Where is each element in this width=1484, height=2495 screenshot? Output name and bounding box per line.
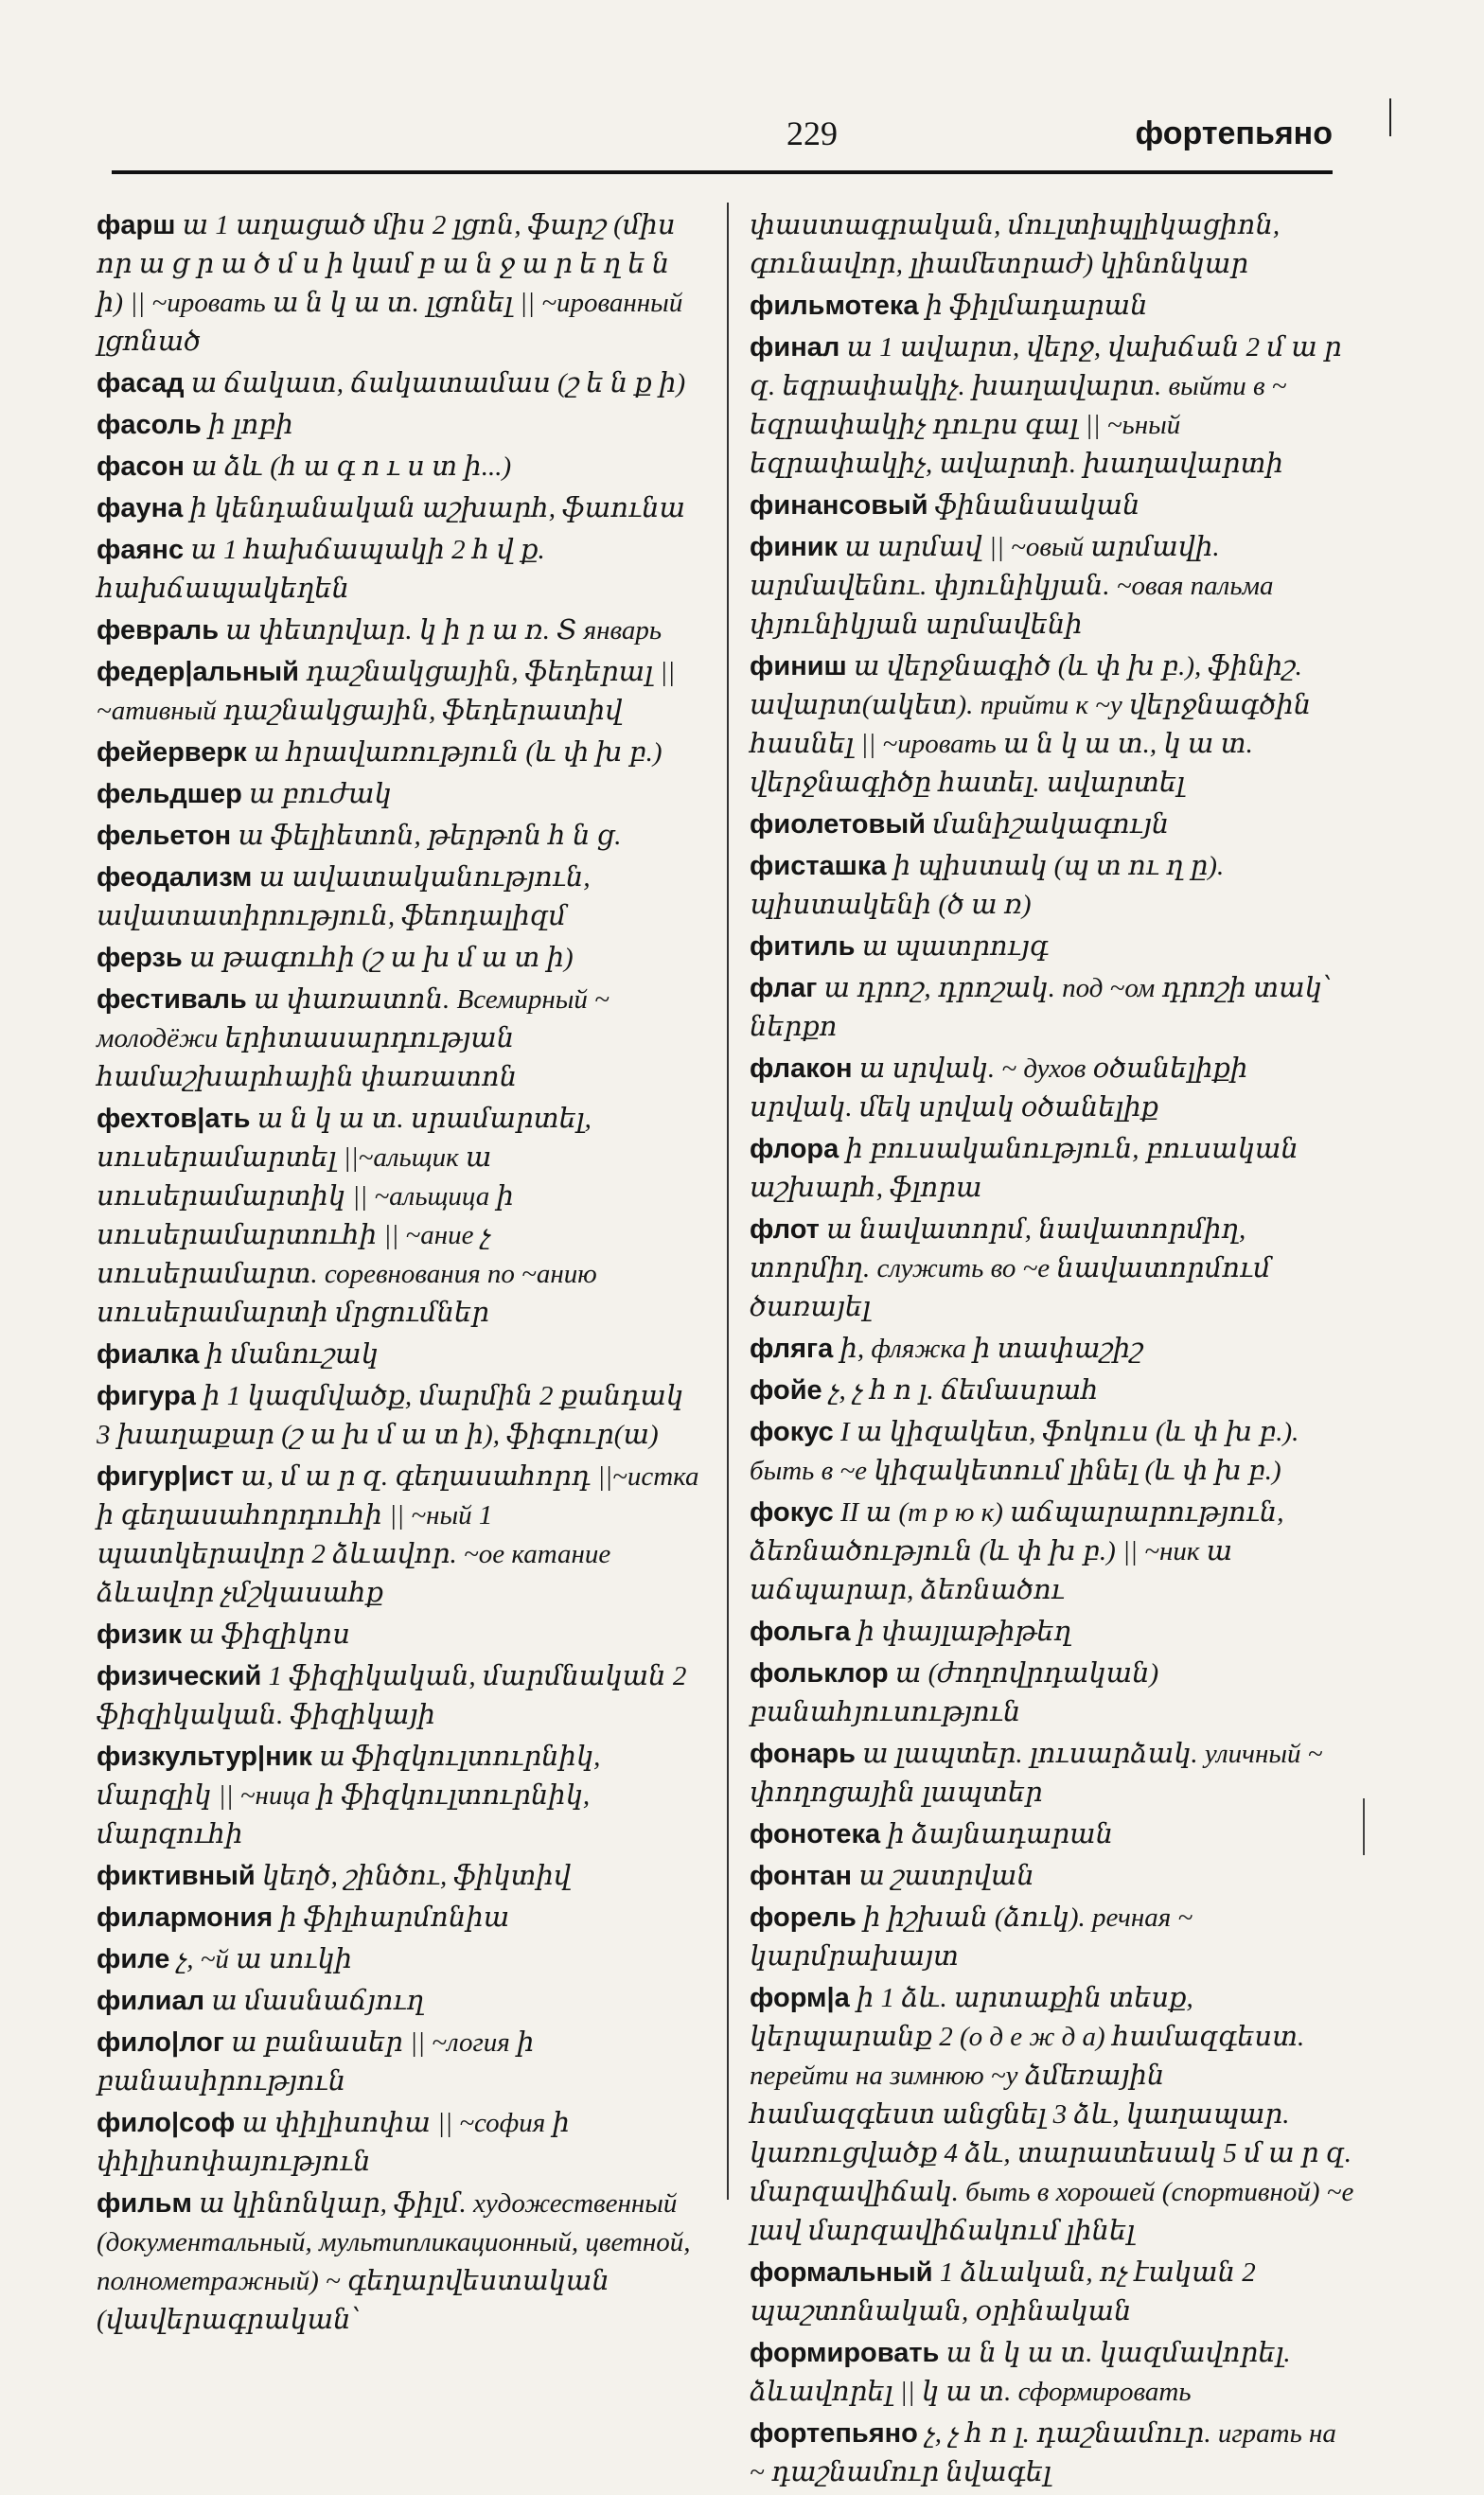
dictionary-entry [97,611,702,650]
dictionary-entry [750,1330,1355,1369]
dictionary-entry [97,981,702,1097]
entry-definition: ի ֆիլմադարան [925,291,1148,321]
entry-definition: ի մանուշակ [205,1339,379,1370]
entry-definition: 1 ֆիզիկական, մարմնական 2 ֆիզիկական. ֆիզիկայի [97,1661,687,1730]
entry-definition: ա շատրվան [858,1861,1034,1891]
dictionary-entry [97,2104,702,2182]
entry-headword: флаг [750,973,818,1003]
entry-definition: ա բուժակ [249,779,392,809]
entry-headword: фельдшер [97,779,242,809]
dictionary-entry [750,1211,1355,1327]
entry-headword: фиолетовый [750,809,926,840]
dictionary-entry [750,647,1355,803]
dictionary-entry [750,928,1355,966]
dictionary-entry [750,1413,1355,1491]
entry-definition: չ, չ հ ո լ. դաշնամուր. играть на ~ դաշնամուր նվագել [750,2418,1336,2487]
dictionary-entry [750,1857,1355,1896]
dictionary-entry [97,406,702,445]
entry-headword: фигура [97,1381,196,1411]
column-divider [727,203,729,2200]
dictionary-entry [97,364,702,403]
dictionary-entry [750,847,1355,925]
entry-headword: физкультур|ник [97,1742,312,1772]
dictionary-entry [97,775,702,814]
entry-headword: фасоль [97,410,202,440]
entry-definition: ի փայլաթիթեղ [857,1617,1072,1647]
entry-definition: ա ֆիզկուլտուրնիկ, մարզիկ || ~ница ի ֆիզկուլտուրնիկ, մարզուհի [97,1742,601,1849]
left-column [97,206,702,2343]
entry-headword: фойе [750,1375,822,1406]
dictionary-entry [750,1130,1355,1208]
entry-headword: формальный [750,2257,933,2288]
entry-definition: ի 1 ձև. արտաքին տեսք, կերպարանք 2 (о д е ж д а) համազգեստ. перейти на зимнюю ~у ձմեռային համազգեստ անցնել 3 ձև, կաղապար. կառուցվածք 4 ձև, տարատեսակ 5 մ ա ր զ. մարզավիճակ. быть в хорошей (спортивной) ~е լավ մարզավիճակում լինել [750,1983,1354,2246]
entry-definition: ա ֆելիետոն, թերթոն հ ն ց. [238,821,622,851]
entry-headword: флакон [750,1053,853,1084]
entry-headword: физик [97,1619,182,1650]
entry-definition: ի պիստակ (պ տ ու ղ ը). պիստակենի (ծ ա ռ) [750,851,1225,920]
dictionary-entry [750,206,1355,284]
entry-definition: ա (ժողովրդական) բանահյուսություն [750,1658,1159,1727]
dictionary-entry [97,734,702,772]
entry-definition: ա մասնաճյուղ [211,1986,425,2016]
dictionary-entry [97,1982,702,2021]
entry-headword: форель [750,1902,857,1933]
entry-headword: фарш [97,210,176,240]
entry-definition: չ, չ հ ո լ. ճեմասրահ [828,1375,1099,1406]
dictionary-entry [750,1899,1355,1976]
entry-definition: ա լապտեր. լուսարձակ. уличный ~ փողոցային լապտեր [750,1739,1323,1808]
entry-headword: фокус [750,1497,834,1528]
entry-definition: ա ճակատ, ճակատամաս (շ ե ն ք ի) [190,368,686,398]
dictionary-entry [750,1050,1355,1127]
entry-definition: ի ձայնադարան [887,1819,1114,1849]
entry-definition: ա կինոնկար, ֆիլմ. художественный (документальный, мультипликационный, цветной, полнометражный) ~ գեղարվեստական (վավերագրական՝ [97,2188,691,2335]
running-head: фортепьяно [1135,115,1333,151]
entry-definition: ա ձև (հ ա գ ո ւ ս տ ի...) [191,451,512,482]
entry-definition: ի իշխան (ձուկ). речная ~ կարմրախայտ [750,1902,1193,1972]
entry-headword: фильм [97,2188,192,2219]
entry-definition: չ, ~й ա սուկի [176,1944,353,1974]
entry-headword: флора [750,1134,839,1164]
entry-headword: фиктивный [97,1861,256,1891]
entry-definition: ա հրավառություն (և փ խ բ.) [253,737,662,768]
page-header [112,112,1333,178]
dictionary-entry [97,1899,702,1938]
dictionary-entry [750,2415,1355,2492]
entry-definition: կեղծ, շինծու, ֆիկտիվ [261,1861,572,1891]
dictionary-entry [97,1940,702,1979]
entry-definition: մանիշակագույն [932,809,1170,840]
entry-definition: ի բուսականություն, բուսական աշխարհ, ֆլորա [750,1134,1298,1203]
dictionary-entry [750,1654,1355,1732]
entry-headword: формировать [750,2338,940,2368]
entry-headword: фонотека [750,1819,881,1849]
dictionary-entry [97,939,702,978]
entry-definition: I ա կիզակետ, ֆոկուս (և փ խ բ.). быть в ~е կիզակետում լինել (և փ խ բ.) [750,1417,1299,1486]
header-rule [112,170,1333,174]
entry-definition: II ա (т р ю к) աճպարարություն, ձեռնածություն (և փ խ բ.) || ~ник ա աճպարար, ձեռնածու [750,1497,1284,1605]
entry-headword: фольклор [750,1658,889,1689]
entry-headword: фляга [750,1334,834,1364]
entry-definition: ա փիլիսոփա || ~софия ի փիլիսոփայություն [97,2108,570,2177]
entry-definition: ա, մ ա ր զ. գեղասահորդ ||~истка ի գեղասահորդուհի || ~ный 1 պատկերավոր 2 ձևավոր. ~ое катание ձևավոր չմշկասահք [97,1461,699,1608]
entry-headword: ферзь [97,943,183,973]
entry-definition: ա 1 աղացած միս 2 լցոն, ֆարշ (միս որ ա ց ր ա ծ մ ս ի կամ բ ա ն ջ ա ր ե ղ ե ն ի) || ~ировать ա ն կ ա տ. լցոնել || ~ированный լցոնած [97,210,683,357]
entry-headword: фило|лог [97,2027,224,2058]
entry-definition: ա ավատականություն, ավատատիրություն, ֆեոդալիզմ [97,862,591,931]
dictionary-entry [97,858,702,936]
entry-definition: ա դրոշ, դրոշակ. под ~ом դրոշի տակ՝ ներքո [750,973,1333,1042]
dictionary-entry [750,2254,1355,2331]
entry-headword: фисташка [750,851,887,881]
margin-tick [1389,98,1391,136]
dictionary-entry [750,969,1355,1047]
dictionary-entry [97,531,702,609]
margin-mark [1363,1798,1365,1855]
entry-headword: финал [750,332,840,363]
dictionary-entry [750,805,1355,844]
dictionary-entry [750,328,1355,484]
entry-headword: фонтан [750,1861,853,1891]
entry-definition: ա ն կ ա տ. կազմավորել. ձևավորել || կ ա տ. сформировать [750,2338,1291,2407]
entry-headword: финиш [750,651,847,681]
dictionary-entry [750,2334,1355,2412]
entry-definition: դաշնակցային, ֆեդերալ || ~ативный դաշնակցային, ֆեդերատիվ [97,657,676,726]
entry-headword: фигур|ист [97,1461,235,1492]
dictionary-entry [750,1815,1355,1854]
entry-headword: фитиль [750,931,856,962]
entry-headword: фортепьяно [750,2418,918,2449]
entry-headword: федер|альный [97,657,299,687]
entry-headword: флот [750,1214,820,1245]
entry-headword: фестиваль [97,984,247,1015]
entry-headword: финик [750,532,839,562]
entry-definition: ա վերջնագիծ (և փ խ բ.), ֆինիշ. ավարտ(ակետ). прийти к ~у վերջնագծին հասնել || ~ировать ա ն կ ա տ., կ ա տ. վերջնագիծը հատել. ավարտել [750,651,1312,798]
entry-definition: ա ֆիզիկոս [188,1619,350,1650]
entry-definition: ի 1 կազմվածք, մարմին 2 քանդակ 3 խաղաքար (շ ա խ մ ա տ ի), ֆիգուր(ա) [97,1381,684,1450]
entry-headword: форм|а [750,1983,850,2013]
dictionary-entry [97,817,702,856]
entry-headword: фейерверк [97,737,247,768]
entry-headword: фильмотека [750,291,919,321]
dictionary-entry [97,206,702,362]
entry-headword: филармония [97,1902,274,1933]
entry-definition: ա արմավ || ~овый արմավի. արմավենու. փյունիկյան. ~овая пальма փյունիկյան արմավենի [750,532,1274,640]
entry-definition: ա 1 ավարտ, վերջ, վախճան 2 մ ա ր զ. եզրափակիչ. խաղավարտ. выйти в ~ եզրափակիչ դուրս գալ || ~ьный եզրափակիչ, ավարտի. խաղավարտի [750,332,1342,479]
entry-definition: ֆինանսական [934,490,1140,521]
dictionary-entry [750,487,1355,525]
entry-definition: ա նավատորմ, նավատորմիղ, տորմիղ. служить во ~е նավատորմում ծառայել [750,1214,1271,1322]
dictionary-entry [97,1857,702,1896]
entry-headword: физический [97,1661,262,1691]
entry-definition: ա թագուհի (շ ա խ մ ա տ ի) [188,943,574,973]
entry-headword: фокус [750,1417,834,1447]
dictionary-entry [97,489,702,528]
entry-headword: фаянс [97,535,185,565]
entry-headword: фехтов|ать [97,1104,251,1134]
dictionary-entry [97,1738,702,1854]
entry-definition: ի կենդանական աշխարհ, ֆաունա [189,493,686,523]
dictionary-entry [750,1613,1355,1652]
entry-headword: финансовый [750,490,928,521]
entry-headword: фельетон [97,821,232,851]
entry-definition: ա սրվակ. ~ духов օծանելիքի սրվակ. մեկ սրվակ օծանելիք [750,1053,1248,1123]
entry-headword: фонарь [750,1739,856,1769]
entry-headword: филиал [97,1986,205,2016]
entry-definition: ա պատրույգ [861,931,1049,962]
entry-headword: фауна [97,493,184,523]
entry-headword: фасон [97,451,185,482]
entry-headword: фольга [750,1617,851,1647]
dictionary-entry [97,1458,702,1613]
page-number: 229 [786,115,838,152]
dictionary-entry [97,653,702,731]
entry-headword: филе [97,1944,170,1974]
entry-definition: ա 1 հախճապակի 2 հ վ ք. հախճապակեղեն [97,535,545,604]
dictionary-entry [750,1371,1355,1410]
dictionary-entry [97,1100,702,1333]
entry-definition: ի ֆիլհարմոնիա [279,1902,510,1933]
right-column [750,206,1355,2495]
entry-headword: фило|соф [97,2108,236,2138]
dictionary-entry [97,448,702,487]
entry-definition: ա ն կ ա տ. սրամարտել, սուսերամարտել ||~альщик ա սուսերամարտիկ || ~альщица ի սուսերամարտուհի || ~ание չ սուսերամարտ. соревнования по ~анию սուսերամարտի մրցումներ [97,1104,597,1328]
entry-definition: ա փառատոն. Всемирный ~ молодёжи երիտասարդության համաշխարհային փառատոն [97,984,610,1092]
entry-definition: ա փետրվար. կ ի ր ա ռ. Տ январь [225,615,662,646]
entry-headword: феодализм [97,862,253,893]
dictionary-entry [97,2024,702,2101]
dictionary-entry [750,287,1355,326]
dictionary-entry [97,1616,702,1654]
entry-headword: фиалка [97,1339,200,1370]
dictionary-entry [750,528,1355,645]
entry-definition: ի, фляжка ի տափաշիշ [839,1334,1143,1364]
entry-definition: ի լոբի [208,410,293,440]
dictionary-entry [97,1377,702,1455]
dictionary-entry [97,1657,702,1735]
entry-definition: 1 ձևական, ոչ էական 2 պաշտոնական, օրինական [750,2257,1256,2327]
dictionary-entry [97,1336,702,1374]
entry-headword: февраль [97,615,220,646]
entry-definition: ա բանասեր || ~логия ի բանասիրություն [97,2027,535,2097]
dictionary-entry [750,1735,1355,1813]
dictionary-entry [97,2185,702,2340]
dictionary-entry [750,1494,1355,1610]
dictionary-entry [750,1979,1355,2251]
entry-definition: փաստագրական, մուլտիպլիկացիոն, գունավոր, լիամետրաժ) կինոնկար [750,210,1281,279]
entry-headword: фасад [97,368,185,398]
